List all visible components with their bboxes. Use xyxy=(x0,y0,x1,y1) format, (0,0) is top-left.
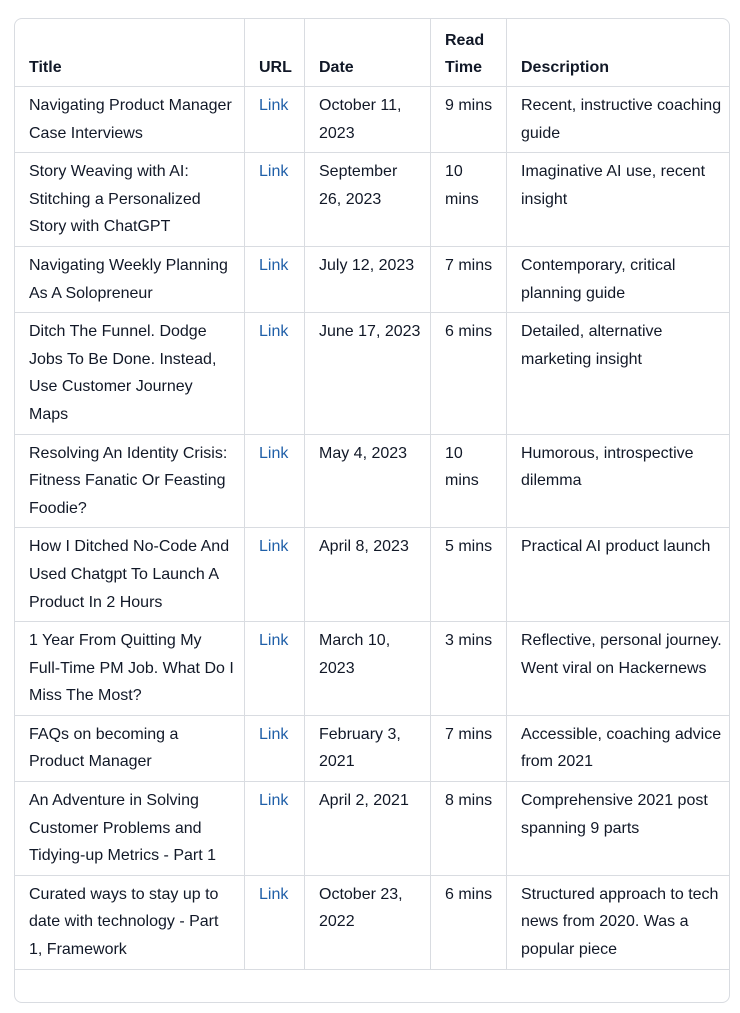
cell-url-link[interactable]: Link xyxy=(245,87,305,153)
cell-date: May 4, 2023 xyxy=(305,434,431,528)
cell-date: September 26, 2023 xyxy=(305,153,431,247)
cell-read-time: 5 mins xyxy=(431,528,507,622)
cell-read-time: 7 mins xyxy=(431,246,507,312)
cell-description: Humorous, introspective dilemma xyxy=(507,434,731,528)
cell-read-time: 10 mins xyxy=(431,434,507,528)
cell-description: Recent, instructive coaching guide xyxy=(507,87,731,153)
cell-url-link[interactable]: Link xyxy=(245,313,305,434)
cell-description: Contemporary, critical planning guide xyxy=(507,246,731,312)
cell-description: Structured approach to tech news from 2020. Was a popular piece xyxy=(507,875,731,969)
table-row xyxy=(15,528,731,622)
cell-description: Imaginative AI use, recent insight xyxy=(507,153,731,247)
cell-date: April 8, 2023 xyxy=(305,528,431,622)
cell-title: Navigating Weekly Planning As A Solopreneur xyxy=(15,246,245,312)
cell-read-time: 7 mins xyxy=(431,715,507,781)
cell-title: Navigating Product Manager Case Interviews xyxy=(15,87,245,153)
cell-date: March 10, 2023 xyxy=(305,622,431,716)
table-row xyxy=(15,715,731,781)
table-row xyxy=(15,434,731,528)
cell-url-link[interactable]: Link xyxy=(245,153,305,247)
table-header-row xyxy=(15,19,731,87)
cell-title: How I Ditched No-Code And Used Chatgpt To Launch A Product In 2 Hours xyxy=(15,528,245,622)
table-row xyxy=(15,782,731,876)
header-description: Description xyxy=(507,19,731,87)
cell-url-link[interactable]: Link xyxy=(245,715,305,781)
cell-title: Ditch The Funnel. Dodge Jobs To Be Done. Instead, Use Customer Journey Maps xyxy=(15,313,245,434)
cell-title: Story Weaving with AI: Stitching a Personalized Story with ChatGPT xyxy=(15,153,245,247)
cell-description: Comprehensive 2021 post spanning 9 parts xyxy=(507,782,731,876)
cell-date: October 23, 2022 xyxy=(305,875,431,969)
cell-title: Resolving An Identity Crisis: Fitness Fanatic Or Feasting Foodie? xyxy=(15,434,245,528)
table-row xyxy=(15,153,731,247)
header-date: Date xyxy=(305,19,431,87)
cell-read-time: 6 mins xyxy=(431,313,507,434)
cell-read-time: 8 mins xyxy=(431,782,507,876)
cell-date: October 11, 2023 xyxy=(305,87,431,153)
cell-description: Detailed, alternative marketing insight xyxy=(507,313,731,434)
table-row xyxy=(15,875,731,969)
cell-description: Accessible, coaching advice from 2021 xyxy=(507,715,731,781)
header-title: Title xyxy=(15,19,245,87)
table-row xyxy=(15,246,731,312)
cell-title: Curated ways to stay up to date with technology - Part 1, Framework xyxy=(15,875,245,969)
cell-read-time: 6 mins xyxy=(431,875,507,969)
header-url: URL xyxy=(245,19,305,87)
cell-read-time: 3 mins xyxy=(431,622,507,716)
table-row xyxy=(15,87,731,153)
cell-date: July 12, 2023 xyxy=(305,246,431,312)
cell-read-time: 9 mins xyxy=(431,87,507,153)
header-read-time: Read Time xyxy=(431,19,507,87)
cell-title: An Adventure in Solving Customer Problems and Tidying-up Metrics - Part 1 xyxy=(15,782,245,876)
cell-url-link[interactable]: Link xyxy=(245,622,305,716)
table-row xyxy=(15,622,731,716)
cell-url-link[interactable]: Link xyxy=(245,875,305,969)
cell-date: June 17, 2023 xyxy=(305,313,431,434)
cell-title: FAQs on becoming a Product Manager xyxy=(15,715,245,781)
cell-date: April 2, 2021 xyxy=(305,782,431,876)
cell-url-link[interactable]: Link xyxy=(245,782,305,876)
articles-table xyxy=(14,18,730,970)
cell-description: Practical AI product launch xyxy=(507,528,731,622)
cell-url-link[interactable]: Link xyxy=(245,246,305,312)
table-row xyxy=(15,313,731,434)
cell-read-time: 10 mins xyxy=(431,153,507,247)
articles-table-container xyxy=(14,18,730,1003)
cell-url-link[interactable]: Link xyxy=(245,434,305,528)
cell-date: February 3, 2021 xyxy=(305,715,431,781)
cell-title: 1 Year From Quitting My Full-Time PM Job. What Do I Miss The Most? xyxy=(15,622,245,716)
cell-description: Reflective, personal journey. Went viral on Hackernews xyxy=(507,622,731,716)
cell-url-link[interactable]: Link xyxy=(245,528,305,622)
